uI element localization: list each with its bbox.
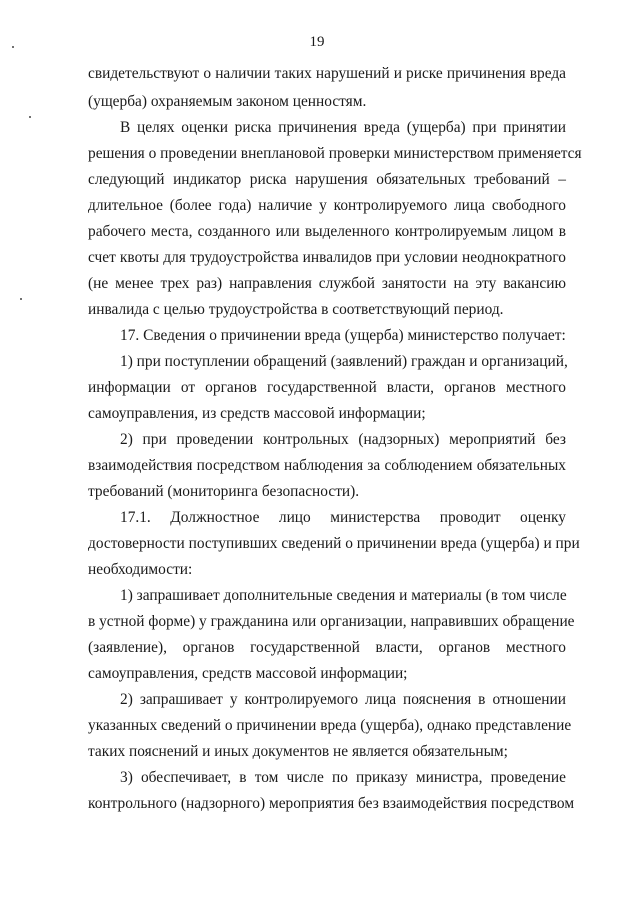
text-line: (не менее трех раз) направления службой занятости на эту вакансию	[88, 275, 566, 292]
text-line: инвалида с целью трудоустройства в соответствующий период.	[88, 301, 504, 318]
text-line: 1) запрашивает дополнительные сведения и материалы (в том числе	[120, 587, 567, 604]
text-line: взаимодействия посредством наблюдения за соблюдением обязательных	[88, 457, 566, 474]
text-line: 17.1. Должностное лицо министерства проводит оценку	[120, 509, 566, 526]
text-line: решения о проведении внеплановой проверки министерством применяется	[88, 145, 582, 162]
text-line: таких пояснений и иных документов не является обязательным;	[88, 743, 508, 760]
text-line: в устной форме) у гражданина или организации, направивших обращение	[88, 613, 575, 630]
page-number: 19	[309, 34, 325, 50]
text-line: самоуправления, из средств массовой информации;	[88, 405, 426, 422]
text-line: длительное (более года) наличие у контролируемого лица свободного	[88, 197, 566, 214]
text-line: достоверности поступивших сведений о причинении вреда (ущерба) и при	[88, 535, 580, 552]
scan-speck	[29, 116, 31, 118]
text-line: рабочего места, созданного или выделенного контролируемым лицом в	[88, 223, 566, 240]
text-line: (ущерба) охраняемым законом ценностям.	[88, 93, 367, 110]
text-line: следующий индикатор риска нарушения обязательных требований –	[88, 171, 566, 188]
text-line: 2) при проведении контрольных (надзорных) мероприятий без	[120, 431, 566, 448]
text-line: необходимости:	[88, 561, 193, 578]
text-line: контрольного (надзорного) мероприятия без взаимодействия посредством	[88, 795, 575, 812]
scan-speck	[20, 298, 22, 300]
text-line: 3) обеспечивает, в том числе по приказу министра, проведение	[120, 769, 566, 786]
text-line: самоуправления, средств массовой информации;	[88, 665, 408, 682]
text-line: 2) запрашивает у контролируемого лица пояснения в отношении	[120, 691, 566, 708]
text-line: требований (мониторинга безопасности).	[88, 483, 360, 500]
text-line: 1) при поступлении обращений (заявлений) граждан и организаций,	[120, 353, 568, 370]
text-line: (заявление), органов государственной власти, органов местного	[88, 639, 566, 656]
scan-speck	[12, 46, 14, 48]
text-line: 17. Сведения о причинении вреда (ущерба) министерство получает:	[120, 327, 566, 344]
text-line: В целях оценки риска причинения вреда (ущерба) при принятии	[120, 119, 566, 136]
text-line: свидетельствуют о наличии таких нарушений и риске причинения вреда	[88, 65, 566, 82]
text-line: информации от органов государственной власти, органов местного	[88, 379, 566, 396]
text-line: счет квоты для трудоустройства инвалидов при условии неоднократного	[88, 249, 566, 266]
text-line: указанных сведений о причинении вреда (ущерба), однако представление	[88, 717, 572, 734]
